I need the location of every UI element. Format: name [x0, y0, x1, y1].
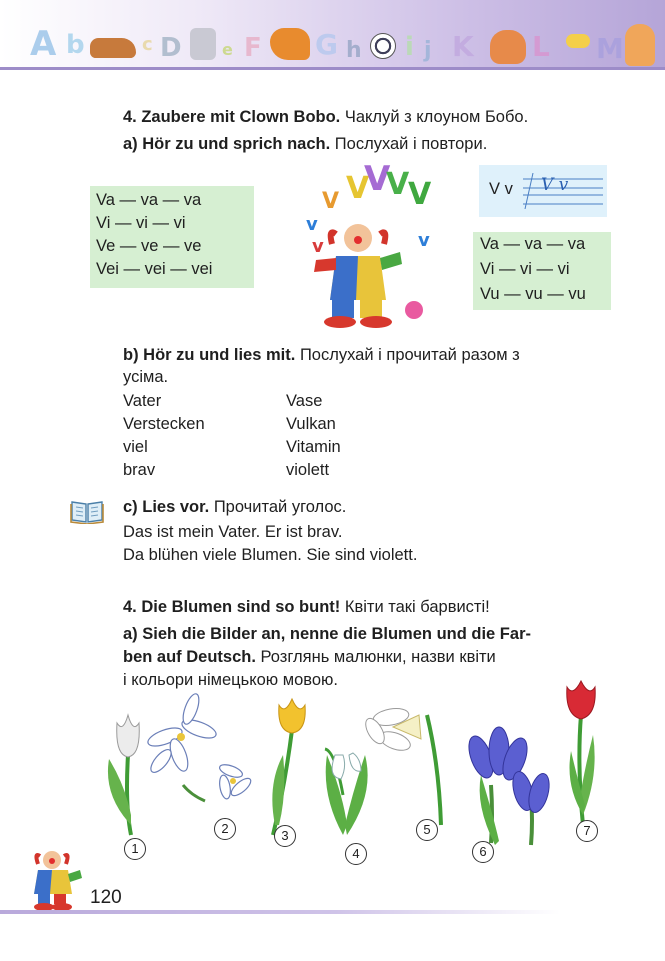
- flower-number: 5: [416, 819, 438, 841]
- word-item: Vulkan: [286, 415, 336, 433]
- banner-letter: K: [452, 30, 474, 63]
- task-a-uk: Розглянь малюнки, назви квіти: [260, 648, 496, 666]
- syllable-line: Vu — vu — vu: [480, 285, 586, 303]
- banner-letter: e: [222, 40, 233, 59]
- svg-text:V: V: [346, 171, 370, 206]
- word-item: Verstecken: [123, 415, 205, 433]
- task-c-uk: Прочитай уголос.: [213, 498, 347, 516]
- small-clown-picture: [30, 848, 86, 912]
- handwritten-letters: V v: [541, 175, 569, 195]
- robot-picture: [190, 28, 216, 60]
- exercise-4b-title: [123, 596, 490, 618]
- flower-number: 3: [274, 825, 296, 847]
- word-item: Vater: [123, 392, 162, 410]
- page-number: 120: [90, 887, 122, 908]
- cat-picture: [490, 30, 526, 64]
- svg-text:V: V: [322, 189, 340, 214]
- title-uk: Чаклуй з клоуном Бобо.: [344, 108, 529, 126]
- book-icon: [70, 498, 104, 524]
- fox-picture: [270, 28, 310, 60]
- task-c-heading: [123, 496, 346, 518]
- flower-number: 1: [124, 838, 146, 860]
- svg-text:V: V: [364, 160, 391, 199]
- word-item: brav: [123, 461, 156, 479]
- exercise-4-title: [123, 106, 528, 128]
- title-de: 4. Die Blumen sind so bunt!: [123, 598, 341, 616]
- task-a-line: і кольори німецькою мовою.: [123, 671, 338, 689]
- girl-picture: [625, 24, 655, 66]
- banner-letter: L: [532, 30, 550, 63]
- task-a-de: ben auf Deutsch.: [123, 648, 256, 666]
- task-c-de: c) Lies vor.: [123, 498, 210, 516]
- word-item: Vase: [286, 392, 323, 410]
- task-a-line: a) Sieh die Bilder an, nenne die Blumen und die Far-: [123, 625, 531, 643]
- title-uk: Квіти такі барвисті!: [344, 598, 490, 616]
- banner-letter: G: [315, 28, 338, 61]
- word-item: viel: [123, 438, 148, 456]
- header-banner: [0, 0, 665, 70]
- flower-number: 2: [214, 818, 236, 840]
- banner-letter: c: [142, 34, 153, 55]
- letter-card: [479, 165, 607, 217]
- banner-letter: i: [405, 32, 414, 62]
- flower-number: 6: [472, 841, 494, 863]
- syllable-line: Vi — vi — vi: [96, 214, 186, 232]
- banner-letter: j: [424, 38, 432, 63]
- clown-illustration: [296, 160, 446, 330]
- candy-picture: [566, 34, 590, 48]
- task-a-de: a) Hör zu und sprich nach.: [123, 135, 331, 153]
- ball-picture: [370, 33, 396, 59]
- svg-text:V: V: [408, 177, 432, 212]
- footer-bar: [0, 910, 560, 914]
- flower-number: 7: [576, 820, 598, 842]
- title-de: 4. Zaubere mit Clown Bobo.: [123, 108, 341, 126]
- banner-letter: A: [30, 24, 57, 64]
- syllable-line: Vi — vi — vi: [480, 260, 570, 278]
- reading-sentence: Das ist mein Vater. Er ist brav.: [123, 523, 343, 541]
- syllable-line: Va — va — va: [96, 191, 202, 209]
- syllable-line: Va — va — va: [480, 235, 586, 253]
- svg-text:v: v: [418, 230, 430, 251]
- word-item: violett: [286, 461, 330, 479]
- banner-letter: b: [66, 30, 85, 60]
- task-a-line: [123, 646, 496, 668]
- reading-sentence: Da blühen viele Blumen. Sie sind violett.: [123, 546, 418, 564]
- syllable-line: Ve — ve — ve: [96, 237, 202, 255]
- task-b-uk: Послухай і прочитай разом з: [299, 346, 520, 364]
- flower-number: 4: [345, 843, 367, 865]
- banner-letter: F: [244, 33, 262, 63]
- svg-text:V: V: [386, 167, 410, 202]
- task-a-heading: [123, 133, 487, 155]
- task-b-de: b) Hör zu und lies mit.: [123, 346, 296, 364]
- task-b-heading: [123, 344, 520, 366]
- syllable-line: Vei — vei — vei: [96, 260, 213, 278]
- task-b-heading-cont: усіма.: [123, 368, 169, 386]
- syllable-box-right: [473, 232, 611, 310]
- banner-letter: M: [596, 32, 624, 65]
- printed-letters: V v: [489, 180, 513, 198]
- task-a-uk: Послухай і повтори.: [334, 135, 488, 153]
- banner-letter: h: [346, 38, 362, 63]
- svg-text:v: v: [306, 214, 318, 235]
- banner-letter: D: [160, 33, 182, 63]
- dog-picture: [90, 38, 136, 58]
- svg-text:v: v: [312, 236, 324, 257]
- word-item: Vitamin: [286, 438, 341, 456]
- syllable-box-left: [90, 186, 254, 288]
